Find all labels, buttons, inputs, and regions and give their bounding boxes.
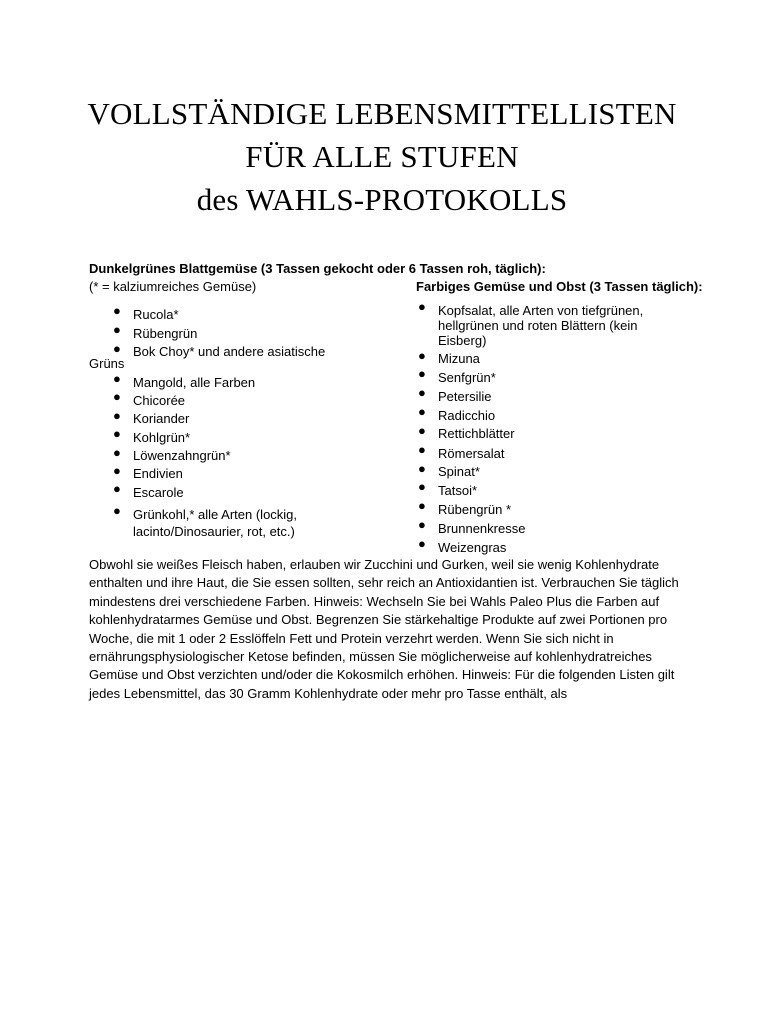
- bullet-icon: ●: [418, 366, 426, 381]
- bullet-icon: ●: [113, 371, 121, 386]
- right-list-item: Spinat*: [438, 464, 480, 479]
- left-list-item: Chicorée: [133, 393, 186, 408]
- bullet-icon: ●: [113, 389, 121, 404]
- paragraph-line: kohlenhydratarmes Gemüse und Obst. Begrenzen Sie stärkehaltige Produkte auf zwei Portionen pro: [89, 612, 668, 628]
- left-list-item: Löwenzahngrün*: [133, 448, 231, 463]
- left-list-item: Koriander: [133, 411, 190, 426]
- bullet-icon: ●: [418, 404, 426, 419]
- left-list-heading: Dunkelgrünes Blattgemüse (3 Tassen gekocht oder 6 Tassen roh, täglich):: [89, 261, 546, 276]
- right-list-item: Petersilie: [438, 389, 492, 404]
- right-list-item: Tatsoi*: [438, 483, 478, 498]
- bullet-icon: ●: [418, 299, 426, 314]
- title-line-3: des WAHLS-PROTOKOLLS: [196, 182, 568, 217]
- left-list-item: Mangold, alle Farben: [133, 375, 256, 390]
- paragraph-line: ernährungsphysiologischer Ketose befinden, müssen Sie möglicherweise auf kohlenhydratreiches: [89, 649, 652, 665]
- left-list-item: Rübengrün: [133, 326, 198, 341]
- title-line-1: VOLLSTÄNDIGE LEBENSMITTELLISTEN: [87, 96, 677, 131]
- bullet-icon: ●: [113, 481, 121, 496]
- bullet-icon: ●: [418, 385, 426, 400]
- right-list-item-line: Kopfsalat, alle Arten von tiefgrünen,: [438, 303, 644, 318]
- right-list-item: Rübengrün *: [438, 502, 511, 517]
- bullet-icon: ●: [418, 479, 426, 494]
- left-list-note: (* = kalziumreiches Gemüse): [89, 279, 257, 294]
- paragraph-line: Obwohl sie weißes Fleisch haben, erlauben wir Zucchini und Gurken, weil sie wenig Kohlenhydrate: [89, 557, 660, 572]
- paragraph-line: Gemüse und Obst verzichten und/oder die Kokosmilch erhöhen. Hinweis: Für die folgenden Listen gilt: [89, 667, 675, 683]
- right-list-item: Römersalat: [438, 446, 505, 461]
- right-list-item: Rettichblätter: [438, 426, 515, 441]
- left-list-item: Bok Choy* und andere asiatische: [133, 344, 326, 359]
- left-list-item: Kohlgrün*: [133, 430, 191, 445]
- left-list-item: Endivien: [133, 466, 183, 481]
- right-list-item: Senfgrün*: [438, 370, 496, 385]
- bullet-icon: ●: [113, 463, 121, 478]
- body-paragraph: [89, 556, 679, 703]
- bullet-icon: ●: [418, 442, 426, 457]
- bullet-icon: ●: [113, 408, 121, 423]
- right-list-item-line: hellgrünen und roten Blättern (kein: [438, 318, 638, 333]
- paragraph-line: mindestens drei verschiedene Farben. Hinweis: Wechseln Sie bei Wahls Paleo Plus die Farben auf: [89, 593, 660, 609]
- bullet-icon: ●: [113, 445, 121, 460]
- left-list-item: Escarole: [133, 485, 184, 500]
- bullet-icon: ●: [113, 426, 121, 441]
- title-line-2: FÜR ALLE STUFEN: [245, 139, 519, 174]
- right-list-heading: Farbiges Gemüse und Obst (3 Tassen täglich):: [416, 279, 703, 294]
- document-title: [60, 92, 704, 221]
- paragraph-line: enthalten und ihre Haut, die Sie essen sollten, sehr reich an Antioxidantien ist. Verbrauchen Sie täglich: [89, 575, 679, 591]
- left-list-item-line: lacinto/Dinosaurier, rot, etc.): [133, 524, 295, 539]
- bullet-icon: ●: [113, 503, 121, 518]
- right-list-item: Brunnenkresse: [438, 521, 526, 536]
- left-list-item-line: Grünkohl,* alle Arten (lockig,: [133, 507, 298, 522]
- left-list-overflow-word: Grüns: [89, 356, 125, 371]
- right-list-item: Radicchio: [438, 408, 496, 423]
- left-list-item-kale: [133, 506, 348, 524]
- paragraph-line: Woche, die mit 1 oder 2 Esslöffeln Fett und Protein verzehrt werden. Wenn Sie sich nicht in: [89, 630, 614, 646]
- bullet-icon: ●: [418, 536, 426, 551]
- bullet-icon: ●: [113, 322, 121, 337]
- right-list-item: Weizengras: [438, 540, 507, 555]
- bullet-icon: ●: [418, 423, 426, 438]
- bullet-icon: ●: [418, 498, 426, 513]
- bullet-icon: ●: [418, 461, 426, 476]
- bullet-icon: ●: [418, 517, 426, 532]
- right-list-item: Mizuna: [438, 351, 480, 366]
- paragraph-line: jedes Lebensmittel, das 30 Gramm Kohlenhydrate oder mehr pro Tasse enthält, als: [89, 685, 568, 701]
- bullet-icon: ●: [418, 348, 426, 363]
- bullet-icon: ●: [113, 303, 121, 318]
- right-list-item-line: Eisberg): [438, 333, 487, 348]
- left-list-item: Rucola*: [133, 307, 179, 322]
- bullet-icon: ●: [113, 341, 121, 356]
